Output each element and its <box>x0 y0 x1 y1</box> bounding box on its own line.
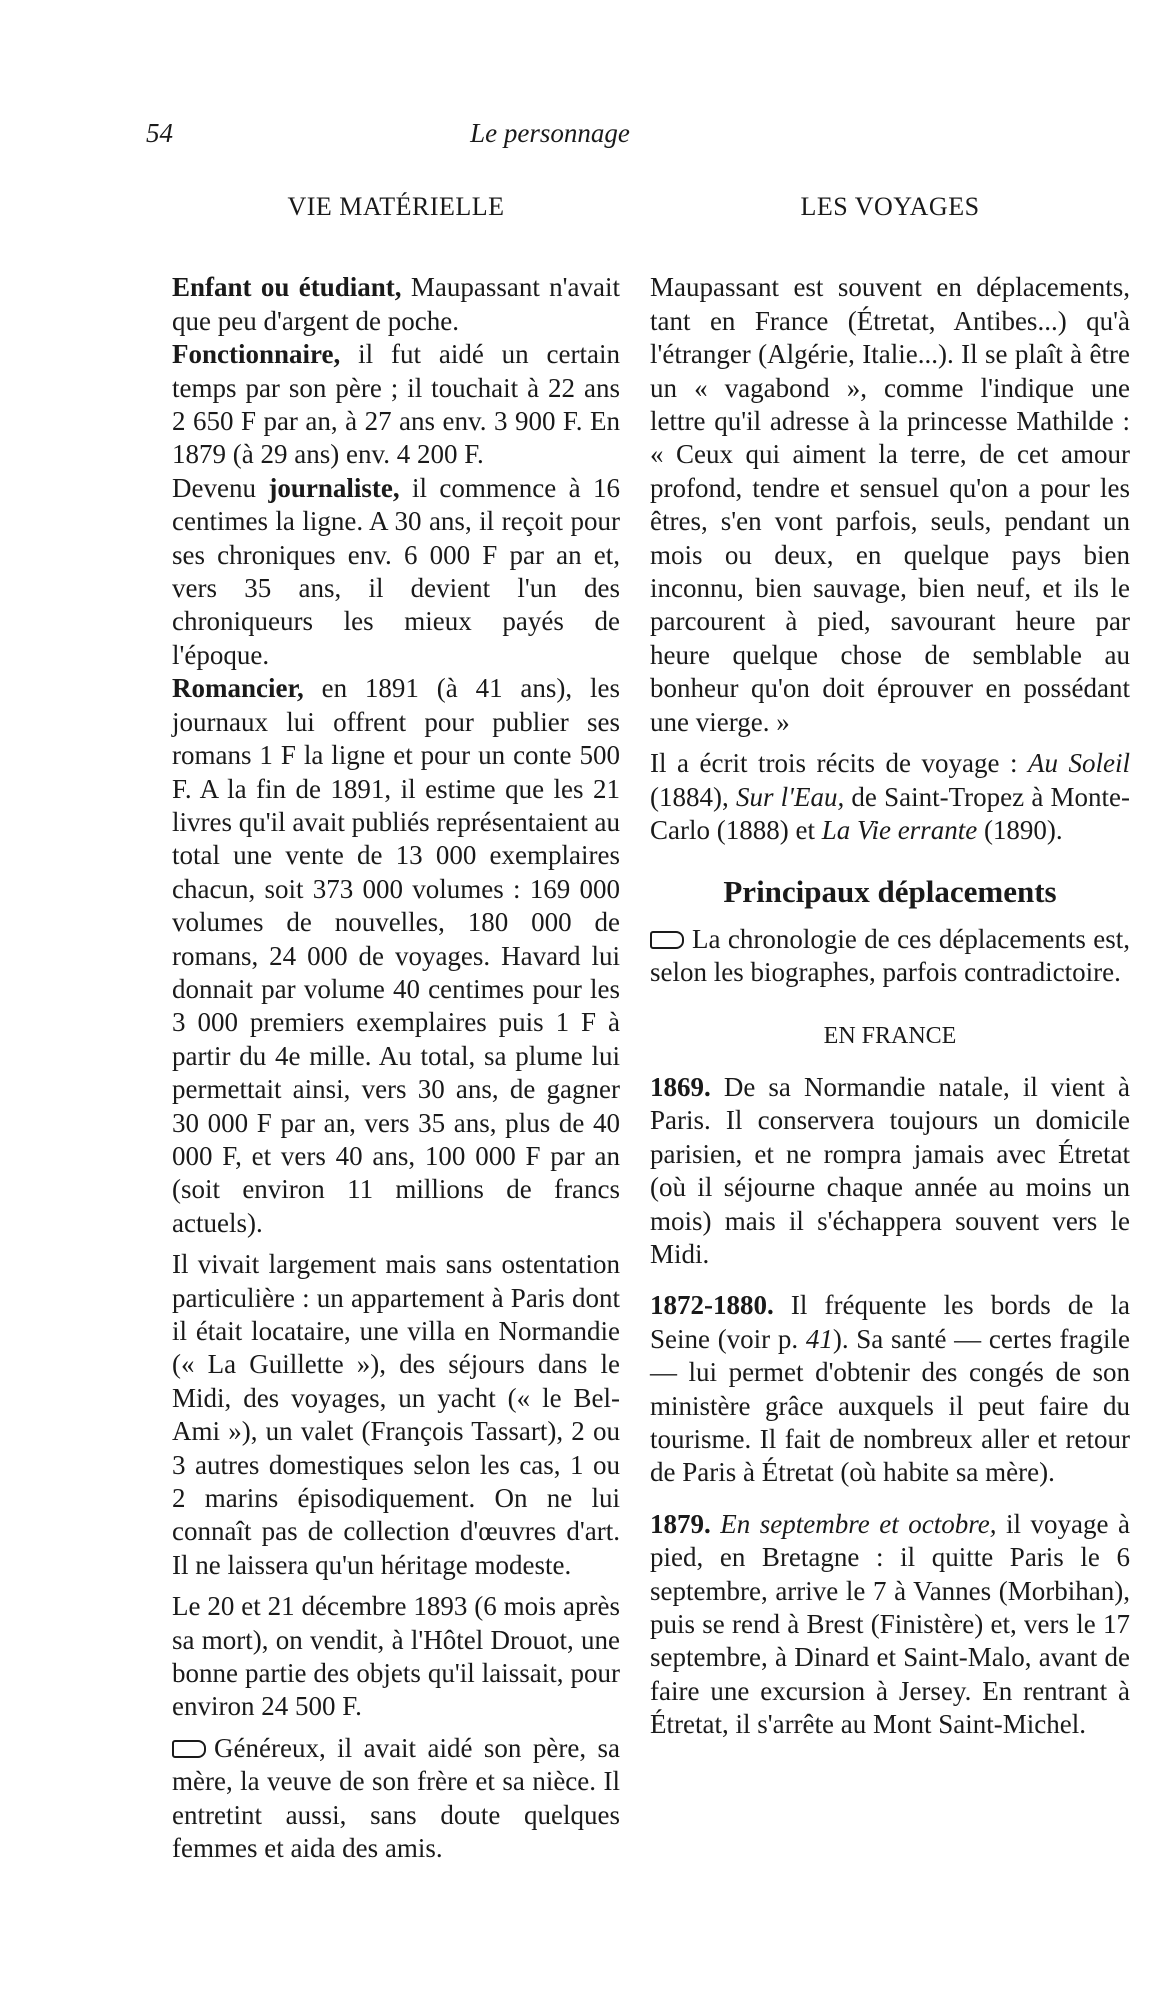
paragraph-enfant <box>172 271 620 338</box>
page-ref: 41 <box>805 1323 833 1354</box>
entry-date: 1869. <box>650 1071 711 1102</box>
left-column <box>172 190 620 1866</box>
paragraph-voyages-intro: Maupassant est souvent en déplacements, tant en France (Étretat, Antibes...) qu'à l'étranger (Algérie, Italie...). Il se plaît à être un « vagabond », comme l'indique une lettre qu'il adresse à la princesse Mathilde : « Ceux qui aiment la terre, de cet amour profond, tendre et sensuel qu'on a pour les êtres, s'en vont parfois, seuls, pendant un mois ou deux, en quelque pays bien inconnu, bien sauvage, bien neuf, et ils le parcourent à pied, savourant heure par heure quelque chose de semblable au bonheur qu'on doit éprouver en possédant une vierge. » <box>650 272 1130 737</box>
text: (1884), <box>650 781 736 812</box>
text: De sa Normandie natale, il vient à Paris. Il conservera toujours un domicile parisien, et ne rompra jamais avec Étretat (où il séjourne chaque année au moins un mois) mais il s'échappera souvent vers le Midi. <box>650 1071 1130 1269</box>
page-number: 54 <box>146 118 173 148</box>
entry-1869 <box>650 1071 1130 1271</box>
text: Il fréquente les bords de la Seine (voir p. <box>650 1290 1130 1354</box>
section-title-les-voyages: LES VOYAGES <box>800 192 980 221</box>
bold-term: journaliste, <box>268 472 400 503</box>
text: il commence à 16 centimes la ligne. A 30 ans, il reçoit pour ses chroniques env. 6 000 F par an et, vers 35 ans, il devient l'un des chroniqueurs les mieux payés de l'époque. <box>172 472 620 670</box>
paragraph-recits <box>650 747 1130 847</box>
italic-phrase: En septembre et octobre, <box>710 1508 997 1539</box>
text: Il a écrit trois récits de voyage : <box>650 748 1028 779</box>
text: ). Sa santé — certes fragile — lui permet d'obtenir des congés de son ministère grâce auxquels il peut faire du tourisme. Il fait de nombreux aller et retour de Paris à Étretat (où habite sa mère). <box>650 1323 1130 1488</box>
page-header <box>140 118 1120 158</box>
pointing-hand-icon <box>650 931 684 949</box>
subheading-en-france: EN FRANCE <box>823 1022 957 1049</box>
book-title: La Vie errante <box>821 814 978 845</box>
text: Maupassant n'avait que peu d'argent de poche. <box>172 272 620 336</box>
section-title-vie-materielle: VIE MATÉRIELLE <box>287 192 505 221</box>
paragraph-vente-drouot: Le 20 et 21 décembre 1893 (6 mois après sa mort), on vendit, à l'Hôtel Drouot, une bonne partie des objets qu'il laissait, pour environ 24 500 F. <box>172 1591 620 1722</box>
text: (1890). <box>977 814 1063 845</box>
bold-term: Romancier, <box>172 673 304 704</box>
book-title: Au Soleil <box>1028 748 1130 779</box>
text: il fut aidé un certain temps par son père ; il touchait à 22 ans 2 650 F par an, à 27 ans env. 3 900 F. En 1879 (à 29 ans) env. 4 200 F. <box>172 339 620 470</box>
pointing-hand-icon <box>172 1740 206 1758</box>
right-column <box>650 190 1130 1742</box>
paragraph-genereux <box>172 1732 620 1866</box>
paragraph-fonctionnaire <box>172 338 620 472</box>
book-title: Sur l'Eau, <box>735 781 845 812</box>
paragraph-romancier <box>172 672 620 1240</box>
text: en 1891 (à 41 ans), les journaux lui offrent pour publier ses romans 1 F la ligne et pour un conte 500 F. A la fin de 1891, il estime que les 21 livres qu'il avait publiés représentaient au total une vente de 13 000 exemplaires chacun, soit 373 000 volumes : 169 000 volumes de nouvelles, 180 000 de romans, 24 000 de voyages. Havard lui donnait par volume 40 centimes pour les 3 000 premiers exemplaires puis 1 F à partir du 4e mille. Au total, sa plume lui permettait ainsi, vers 30 ans, de gagner 30 000 F par an, vers 35 ans, plus de 40 000 F, et vers 40 ans, 100 000 F par an (soit environ 11 millions de francs actuels). <box>172 673 620 1238</box>
text: Devenu <box>172 472 269 503</box>
entry-1879 <box>650 1508 1130 1742</box>
entry-1872-1880 <box>650 1289 1130 1489</box>
paragraph-train-de-vie: Il vivait largement mais sans ostentation particulière : un appartement à Paris dont il était locataire, une villa en Normandie (« La Guillette »), des séjours dans le Midi, des voyages, un yacht (« le Bel-Ami »), un valet (François Tassart), 2 ou 3 autres domestiques selon les cas, 1 ou 2 marins épisodiquement. On ne lui connaît pas de collection d'œuvres d'art. Il ne laissera qu'un héritage modeste. <box>172 1249 620 1580</box>
bold-term: Enfant ou étudiant, <box>172 272 402 303</box>
text: La chronologie de ces déplacements est, selon les biographes, parfois contradictoire. <box>650 923 1130 988</box>
bold-term: Fonctionnaire, <box>172 339 341 370</box>
text: de Saint-Tropez à Monte-Carlo (1888) et <box>650 781 1131 845</box>
subheading-deplacements: Principaux déplacements <box>723 874 1057 910</box>
running-title: Le personnage <box>470 118 630 148</box>
paragraph-journaliste <box>172 472 620 672</box>
note-chronologie <box>650 923 1130 990</box>
entry-date: 1879. <box>650 1508 711 1539</box>
text: Généreux, il avait aidé son père, sa mère, la veuve de son frère et sa nièce. Il entretint aussi, sans doute quelques femmes et aida des amis. <box>172 1732 620 1864</box>
entry-date: 1872-1880. <box>650 1290 774 1321</box>
text: il voyage à pied, en Bretagne : il quitte Paris le 6 septembre, arrive le 7 à Vannes (Morbihan), puis se rend à Brest (Finistère) et, vers le 17 septembre, à Dinard et Saint-Malo, avant de faire une excursion à Jersey. En rentrant à Étretat, il s'arrête au Mont Saint-Michel. <box>650 1508 1130 1740</box>
